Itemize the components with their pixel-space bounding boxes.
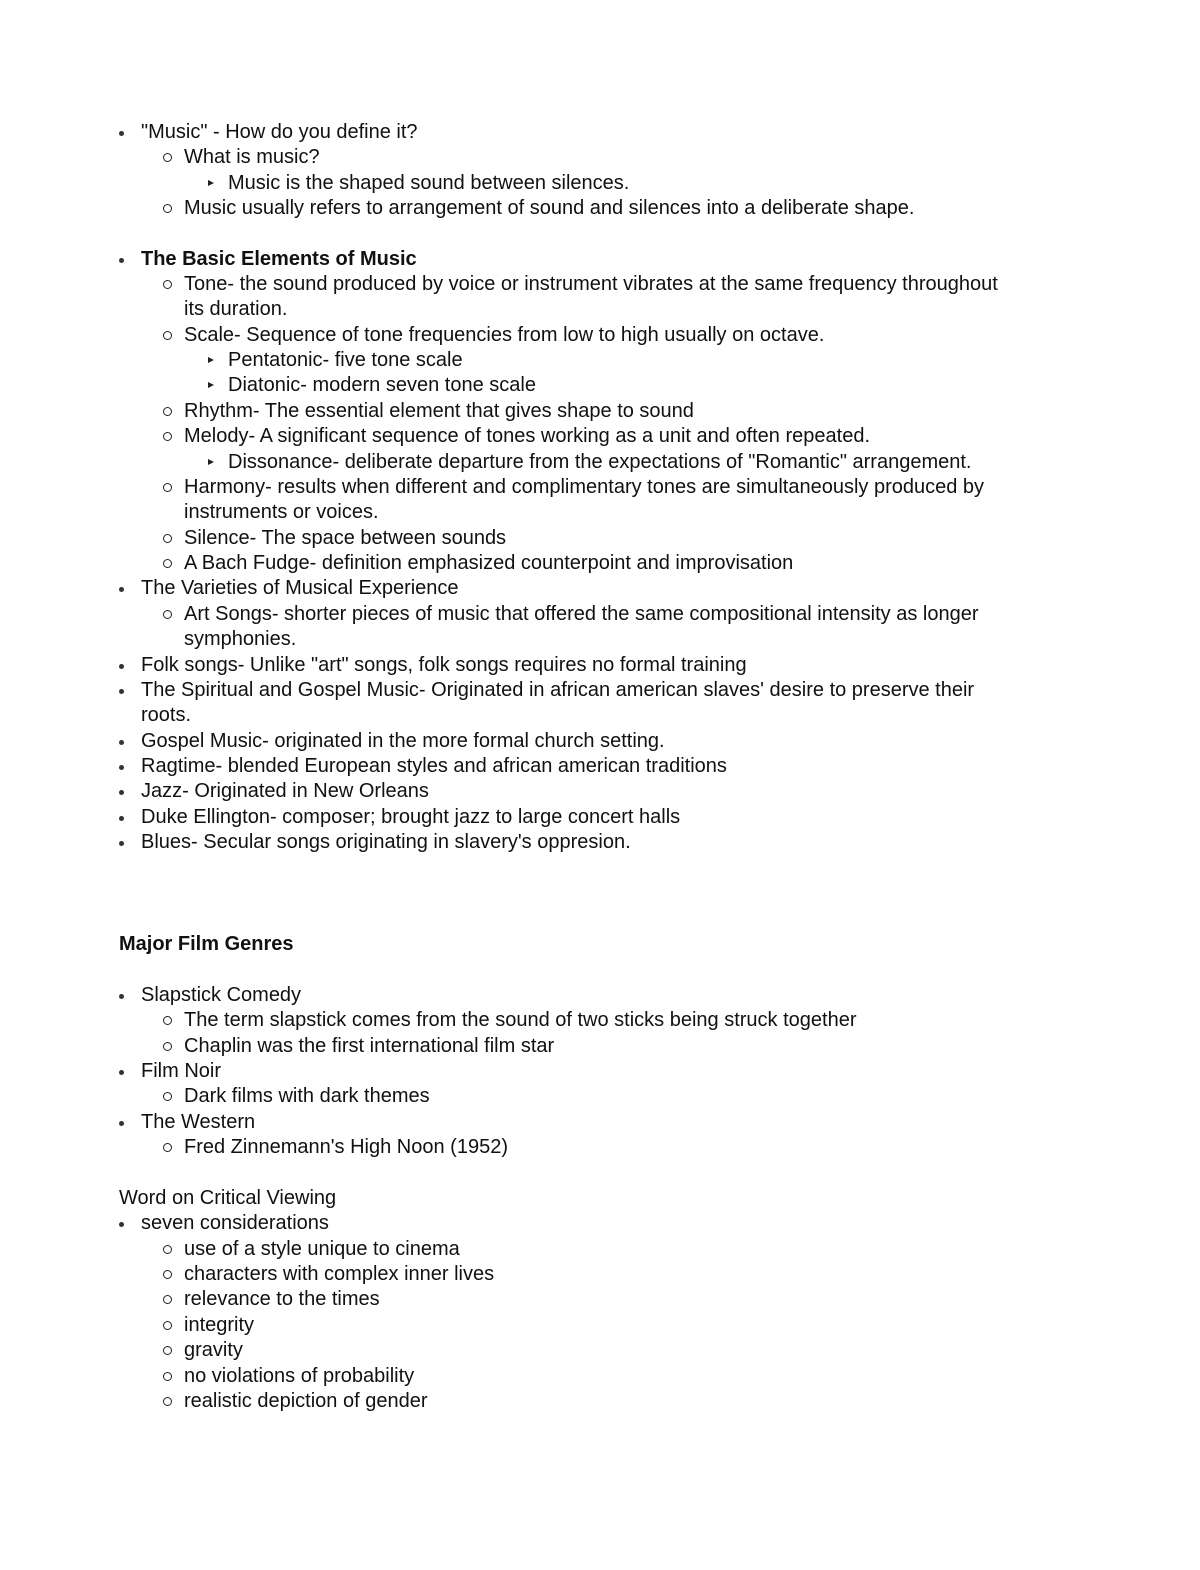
list-item: characters with complex inner lives [184, 1262, 494, 1287]
bullet-circle-icon [163, 280, 172, 289]
bullet-dot-icon [119, 258, 124, 263]
list-item: no violations of probability [184, 1364, 414, 1389]
bullet-circle-icon [163, 1016, 172, 1025]
bullet-circle-icon [163, 1397, 172, 1406]
list-item: The Spiritual and Gospel Music- Originated in african american slaves' desire to preserve their [141, 678, 974, 703]
list-item: Film Noir [141, 1059, 221, 1084]
bullet-arrow-icon [208, 180, 214, 186]
bullet-dot-icon [119, 664, 124, 669]
bullet-arrow-icon [208, 357, 214, 363]
list-item: A Bach Fudge- definition emphasized counterpoint and improvisation [184, 551, 793, 576]
list-item: relevance to the times [184, 1287, 380, 1312]
list-item: Ragtime- blended European styles and african american traditions [141, 754, 727, 779]
bullet-dot-icon [119, 689, 124, 694]
bullet-circle-icon [163, 153, 172, 162]
list-item: Gospel Music- originated in the more formal church setting. [141, 729, 665, 754]
list-item: gravity [184, 1338, 243, 1363]
list-item: Harmony- results when different and complimentary tones are simultaneously produced by [184, 475, 984, 500]
section-heading: Word on Critical Viewing [119, 1187, 337, 1209]
list-item: Melody- A significant sequence of tones working as a unit and often repeated. [184, 424, 870, 449]
bullet-dot-icon [119, 841, 124, 846]
list-item-continuation: its duration. [184, 298, 288, 320]
list-item-continuation: symphonies. [184, 628, 297, 650]
bullet-arrow-icon [208, 382, 214, 388]
list-item: The term slapstick comes from the sound of two sticks being struck together [184, 1008, 857, 1033]
list-item: Blues- Secular songs originating in slavery's oppresion. [141, 830, 631, 855]
bullet-circle-icon [163, 1372, 172, 1381]
bullet-circle-icon [163, 559, 172, 568]
bullet-circle-icon [163, 1346, 172, 1355]
list-item: The Western [141, 1110, 255, 1135]
list-item: Dark films with dark themes [184, 1084, 430, 1109]
section-heading: Major Film Genres [119, 933, 294, 955]
bullet-dot-icon [119, 790, 124, 795]
list-item: Diatonic- modern seven tone scale [228, 373, 536, 398]
section-heading: The Basic Elements of Music [141, 247, 417, 272]
list-item: Silence- The space between sounds [184, 526, 506, 551]
list-item: Pentatonic- five tone scale [228, 348, 463, 373]
bullet-circle-icon [163, 204, 172, 213]
list-item-continuation: instruments or voices. [184, 501, 379, 523]
bullet-circle-icon [163, 331, 172, 340]
bullet-circle-icon [163, 483, 172, 492]
list-item: Slapstick Comedy [141, 983, 301, 1008]
list-item-continuation: roots. [141, 704, 192, 726]
list-item: What is music? [184, 145, 320, 170]
bullet-dot-icon [119, 1121, 124, 1126]
bullet-dot-icon [119, 994, 124, 999]
bullet-dot-icon [119, 131, 124, 136]
bullet-circle-icon [163, 534, 172, 543]
bullet-dot-icon [119, 765, 124, 770]
bullet-dot-icon [119, 740, 124, 745]
bullet-circle-icon [163, 432, 172, 441]
bullet-circle-icon [163, 1143, 172, 1152]
bullet-circle-icon [163, 1295, 172, 1304]
list-item: Chaplin was the first international film star [184, 1034, 554, 1059]
bullet-circle-icon [163, 1245, 172, 1254]
list-item: Duke Ellington- composer; brought jazz to large concert halls [141, 805, 680, 830]
bullet-dot-icon [119, 1070, 124, 1075]
bullet-circle-icon [163, 610, 172, 619]
bullet-circle-icon [163, 1092, 172, 1101]
list-item: integrity [184, 1313, 254, 1338]
bullet-arrow-icon [208, 459, 214, 465]
list-item: seven considerations [141, 1211, 329, 1236]
bullet-dot-icon [119, 587, 124, 592]
list-item: Dissonance- deliberate departure from the expectations of "Romantic" arrangement. [228, 450, 971, 475]
list-item: Fred Zinnemann's High Noon (1952) [184, 1135, 508, 1160]
bullet-circle-icon [163, 1270, 172, 1279]
bullet-circle-icon [163, 1321, 172, 1330]
music-question: "Music" - How do you define it? [141, 121, 418, 143]
list-item: Tone- the sound produced by voice or instrument vibrates at the same frequency throughout [184, 272, 998, 297]
list-item: Jazz- Originated in New Orleans [141, 779, 429, 804]
list-item: The Varieties of Musical Experience [141, 576, 459, 601]
list-item: Folk songs- Unlike "art" songs, folk songs requires no formal training [141, 653, 747, 678]
list-item: realistic depiction of gender [184, 1389, 427, 1414]
bullet-dot-icon [119, 1222, 124, 1227]
bullet-circle-icon [163, 407, 172, 416]
bullet-circle-icon [163, 1042, 172, 1051]
bullet-dot-icon [119, 816, 124, 821]
list-item: Music usually refers to arrangement of sound and silences into a deliberate shape. [184, 196, 914, 221]
list-item: Scale- Sequence of tone frequencies from low to high usually on octave. [184, 323, 824, 348]
list-item: Music is the shaped sound between silences. [228, 171, 629, 196]
list-item [141, 120, 418, 145]
list-item: use of a style unique to cinema [184, 1237, 460, 1262]
list-item: Rhythm- The essential element that gives shape to sound [184, 399, 694, 424]
list-item: Art Songs- shorter pieces of music that offered the same compositional intensity as longer [184, 602, 978, 627]
